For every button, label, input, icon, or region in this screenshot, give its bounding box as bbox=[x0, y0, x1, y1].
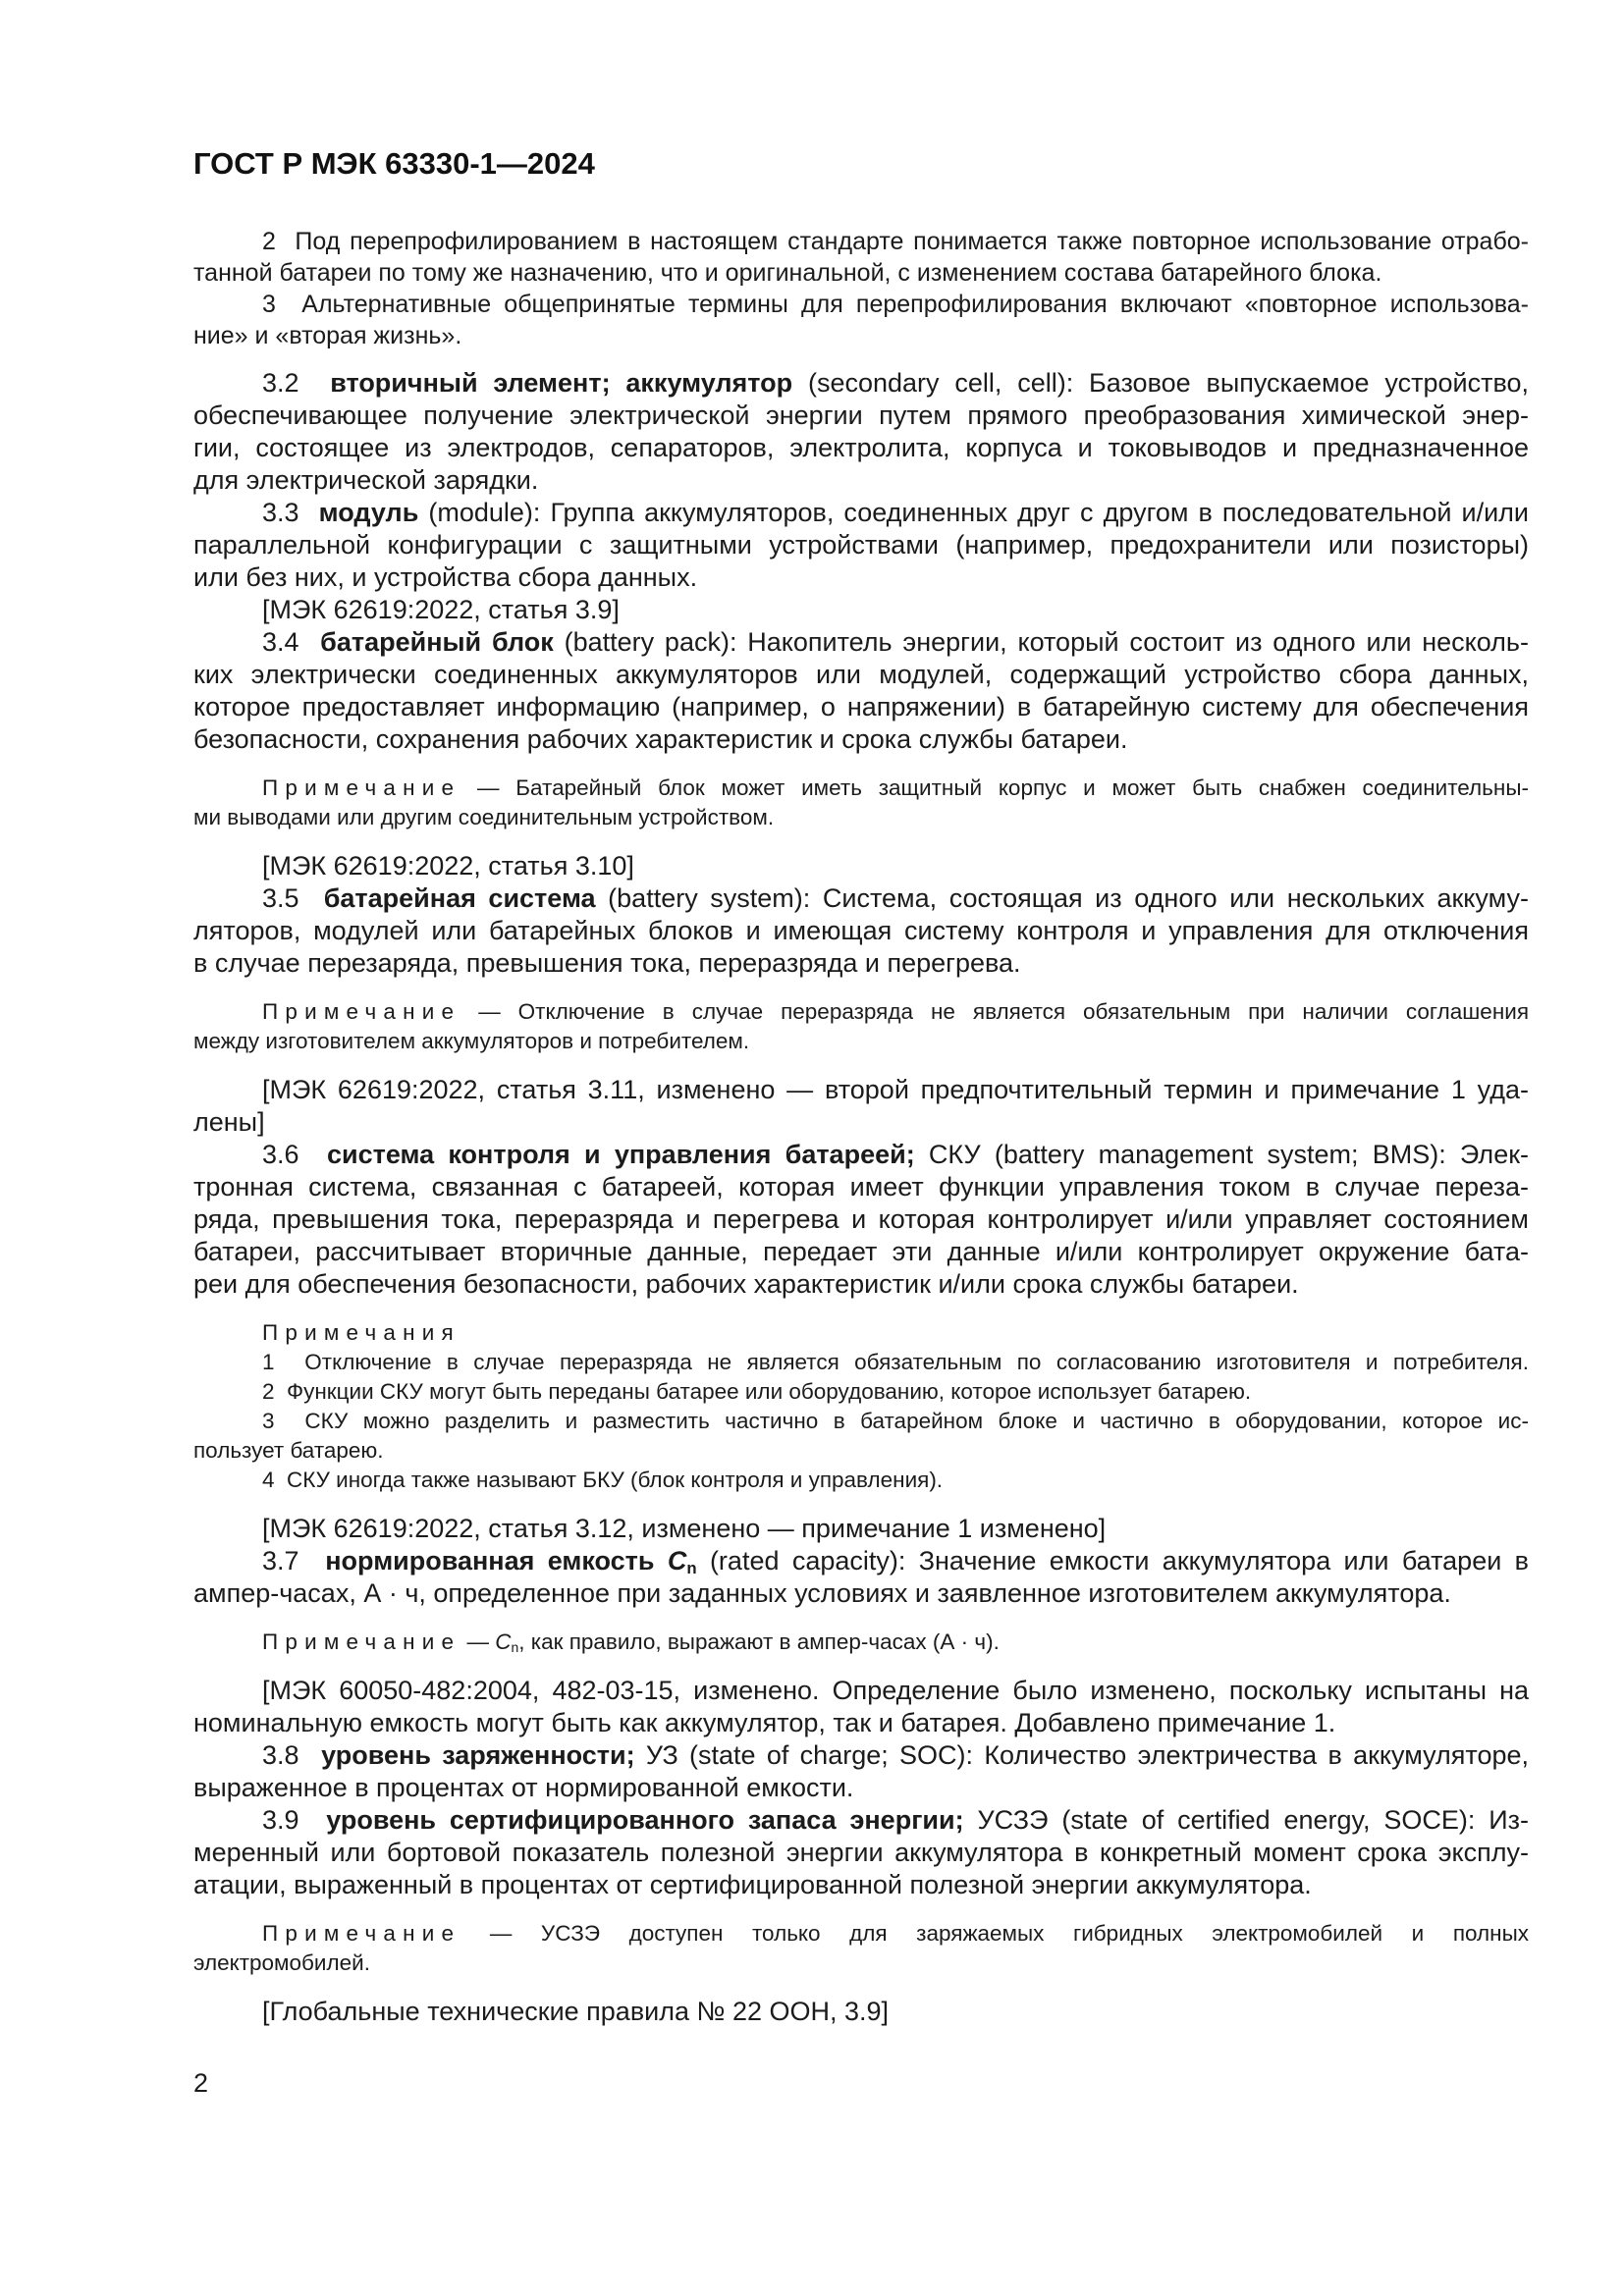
text-run: 3.3 bbox=[262, 498, 319, 527]
text-run: ляторов, модулей или батарейных блоков и имеющая систему контроля и управления для отключения bbox=[193, 916, 1529, 945]
text-run: ние» и «вторая жизнь». bbox=[193, 322, 462, 349]
text-run: реи для обеспечения безопасности, рабочих характеристик и/или срока службы батареи. bbox=[193, 1269, 1299, 1299]
text-line bbox=[193, 1318, 1529, 1348]
text-line bbox=[193, 1074, 1529, 1106]
term-block bbox=[193, 367, 1529, 497]
text-line bbox=[193, 1203, 1529, 1236]
text-run: , как правило, выражают в ампер-часах (А · ч). bbox=[518, 1629, 1000, 1654]
text-run: 3.5 bbox=[262, 883, 324, 913]
text-line bbox=[193, 529, 1529, 561]
text-run: Примечание bbox=[262, 775, 461, 800]
text-run: нормированная емкость bbox=[325, 1546, 668, 1575]
text-run: Примечание bbox=[262, 1629, 461, 1654]
text-line bbox=[193, 367, 1529, 400]
text-run: безопасности, сохранения рабочих характеристик и срока службы батареи. bbox=[193, 724, 1128, 754]
text-run: — УСЗЭ доступен только для заряжаемых гибридных электромобилей и полных bbox=[460, 1921, 1529, 1946]
text-run: 3.4 bbox=[262, 627, 321, 657]
source-block bbox=[193, 1513, 1529, 1545]
text-run: для электрической зарядки. bbox=[193, 465, 539, 495]
text-line bbox=[193, 1407, 1529, 1436]
text-run: (module): Группа аккумуляторов, соединенных друг с другом в последовательной и/или bbox=[418, 498, 1529, 527]
text-line bbox=[193, 947, 1529, 980]
note-block bbox=[193, 997, 1529, 1056]
text-run: уровень сертифицированного запаса энергии; bbox=[326, 1805, 964, 1835]
note-block bbox=[193, 1919, 1529, 1978]
topnote-block bbox=[193, 226, 1529, 351]
text-run: батарейная система bbox=[323, 883, 596, 913]
text-line bbox=[193, 320, 1529, 351]
text-run: ких электрически соединенных аккумуляторов или модулей, содержащий устройство сбора данных, bbox=[193, 660, 1529, 689]
text-line bbox=[193, 1027, 1529, 1056]
text-run: [МЭК 62619:2022, статья 3.9] bbox=[262, 595, 620, 624]
text-run: 2 Функции СКУ могут быть переданы батарее или оборудованию, которое использует батарею. bbox=[262, 1379, 1252, 1404]
text-line bbox=[193, 1171, 1529, 1203]
text-run: Примечания bbox=[262, 1320, 460, 1345]
text-line bbox=[193, 882, 1529, 915]
text-line bbox=[193, 1268, 1529, 1301]
text-run: Примечание bbox=[262, 1921, 461, 1946]
text-line bbox=[193, 257, 1529, 289]
text-line bbox=[193, 1106, 1529, 1139]
source-block bbox=[193, 594, 1529, 626]
text-line bbox=[193, 1837, 1529, 1869]
text-run: [МЭК 62619:2022, статья 3.10] bbox=[262, 851, 634, 881]
text-run: [МЭК 62619:2022, статья 3.11, изменено — второй предпочтительный термин и примечание 1 уда- bbox=[262, 1075, 1529, 1104]
text-line bbox=[193, 1869, 1529, 1901]
text-line bbox=[193, 464, 1529, 497]
text-line bbox=[193, 497, 1529, 529]
text-run: которое предоставляет информацию (например, о напряжении) в батарейную систему для обеспечения bbox=[193, 692, 1529, 721]
text-run: ампер-часах, А · ч, определенное при заданных условиях и заявленное изготовителем аккумулятора. bbox=[193, 1578, 1451, 1608]
text-run: модуль bbox=[318, 498, 419, 527]
text-line bbox=[193, 1236, 1529, 1268]
text-run: обеспечивающее получение электрической энергии путем прямого преобразования химической энер- bbox=[193, 400, 1529, 430]
text-line bbox=[193, 1377, 1529, 1407]
text-run: СКУ (battery management system; BMS): Элек- bbox=[914, 1140, 1530, 1169]
text-line bbox=[193, 1628, 1529, 1657]
text-line bbox=[193, 850, 1529, 882]
term-block bbox=[193, 1739, 1529, 1804]
text-run: батареи, рассчитывает вторичные данные, передает эти данные и/или контролирует окружение бата- bbox=[193, 1237, 1529, 1266]
text-line bbox=[193, 626, 1529, 659]
text-line bbox=[193, 723, 1529, 756]
term-block bbox=[193, 1139, 1529, 1301]
text-line bbox=[193, 774, 1529, 803]
text-run: или без них, и устройства сбора данных. bbox=[193, 562, 698, 592]
text-line bbox=[193, 432, 1529, 464]
text-line bbox=[193, 803, 1529, 832]
text-line bbox=[193, 1949, 1529, 1978]
source-block bbox=[193, 1675, 1529, 1739]
source-block bbox=[193, 1074, 1529, 1139]
text-run: — Отключение в случае переразряда не является обязательным при наличии соглашения bbox=[460, 999, 1529, 1024]
text-run: (battery system): Система, состоящая из одного или нескольких аккуму- bbox=[595, 883, 1529, 913]
term-block bbox=[193, 1804, 1529, 1901]
term-block bbox=[193, 1545, 1529, 1610]
text-run: система контроля и управления батареей; bbox=[327, 1140, 915, 1169]
text-line bbox=[193, 226, 1529, 257]
page-number: 2 bbox=[193, 2068, 209, 2098]
text-run: [МЭК 62619:2022, статья 3.12, изменено — примечание 1 изменено] bbox=[262, 1514, 1107, 1543]
text-line bbox=[193, 1804, 1529, 1837]
text-run: в случае перезаряда, превышения тока, переразряда и перегрева. bbox=[193, 948, 1021, 978]
text-run: ми выводами или другим соединительным устройством. bbox=[193, 805, 775, 829]
text-run: УСЗЭ (state of certified energy, SOCE): Из- bbox=[963, 1805, 1529, 1835]
text-run: УЗ (state of charge; SOC): Количество электричества в аккумуляторе, bbox=[634, 1740, 1529, 1770]
text-line bbox=[193, 1139, 1529, 1171]
text-run: C bbox=[667, 1546, 687, 1575]
document-body bbox=[193, 226, 1529, 2028]
text-line bbox=[193, 1675, 1529, 1707]
text-line bbox=[193, 1513, 1529, 1545]
term-block bbox=[193, 626, 1529, 756]
text-run: вторичный элемент; аккумулятор bbox=[330, 368, 793, 398]
text-run: 3.8 bbox=[262, 1740, 322, 1770]
text-run: n bbox=[511, 1639, 519, 1656]
document-header: ГОСТ Р МЭК 63330-1—2024 bbox=[193, 146, 595, 181]
text-run: — Батарейный блок может иметь защитный корпус и может быть снабжен соединительны- bbox=[460, 775, 1529, 800]
text-run: C bbox=[495, 1629, 512, 1654]
text-line bbox=[193, 1707, 1529, 1739]
term-block bbox=[193, 497, 1529, 594]
text-line bbox=[193, 1436, 1529, 1466]
text-line bbox=[193, 1466, 1529, 1495]
text-run: батарейный блок bbox=[320, 627, 554, 657]
text-line bbox=[193, 1545, 1529, 1577]
text-line bbox=[193, 1348, 1529, 1377]
note-block bbox=[193, 1318, 1529, 1495]
text-run: 1 Отключение в случае переразряда не является обязательным по согласованию изготовителя и потребителя. bbox=[262, 1350, 1529, 1374]
text-run: 3.9 bbox=[262, 1805, 327, 1835]
text-run: лены] bbox=[193, 1107, 265, 1137]
text-line bbox=[193, 1996, 1529, 2028]
text-line bbox=[193, 1919, 1529, 1949]
text-run: гии, состоящее из электродов, сепараторов, электролита, корпуса и токовыводов и предназначенное bbox=[193, 433, 1529, 462]
text-run: номинальную емкость могут быть как аккумулятор, так и батарея. Добавлено примечание 1. bbox=[193, 1708, 1336, 1737]
text-run: пользует батарею. bbox=[193, 1438, 384, 1463]
text-run: (secondary cell, cell): Базовое выпускаемое устройство, bbox=[792, 368, 1529, 398]
text-run: уровень заряженности; bbox=[321, 1740, 635, 1770]
text-run: Примечание bbox=[262, 999, 461, 1024]
text-run: 3.7 bbox=[262, 1546, 326, 1575]
text-run: тронная система, связанная с батареей, которая имеет функции управления током в случае переза- bbox=[193, 1172, 1529, 1201]
text-line bbox=[193, 289, 1529, 320]
text-run: между изготовителем аккумуляторов и потребителем. bbox=[193, 1029, 750, 1053]
text-line bbox=[193, 561, 1529, 594]
text-line bbox=[193, 1577, 1529, 1610]
text-line bbox=[193, 691, 1529, 723]
text-run: (battery pack): Накопитель энергии, который состоит из одного или несколь- bbox=[553, 627, 1529, 657]
text-run: электромобилей. bbox=[193, 1950, 370, 1975]
text-run: (rated capacity): Значение емкости аккумулятора или батареи в bbox=[696, 1546, 1529, 1575]
text-run: атации, выраженный в процентах от сертифицированной полезной энергии аккумулятора. bbox=[193, 1870, 1312, 1899]
text-run: — bbox=[460, 1629, 496, 1654]
text-run: 3.2 bbox=[262, 368, 331, 398]
text-line bbox=[193, 1772, 1529, 1804]
text-run: [Глобальные технические правила № 22 ООН, 3.9] bbox=[262, 1997, 890, 2026]
note-block bbox=[193, 774, 1529, 832]
text-line bbox=[193, 594, 1529, 626]
term-block bbox=[193, 882, 1529, 980]
text-run: n bbox=[686, 1558, 697, 1577]
text-line bbox=[193, 915, 1529, 947]
text-run: 3 СКУ можно разделить и разместить частично в батарейном блоке и частично в оборудовании, которое ис- bbox=[262, 1409, 1529, 1433]
text-run: 2 Под перепрофилированием в настоящем стандарте понимается также повторное использование отрабо- bbox=[262, 228, 1529, 255]
text-run: параллельной конфигурации с защитными устройствами (например, предохранители или позисторы) bbox=[193, 530, 1529, 560]
text-line bbox=[193, 997, 1529, 1027]
text-line bbox=[193, 1739, 1529, 1772]
source-block bbox=[193, 850, 1529, 882]
text-run: 4 СКУ иногда также называют БКУ (блок контроля и управления). bbox=[262, 1468, 944, 1492]
text-line bbox=[193, 659, 1529, 691]
text-run: танной батареи по тому же назначению, что и оригинальной, с изменением состава батарейного блока. bbox=[193, 259, 1382, 287]
text-run: 3.6 bbox=[262, 1140, 328, 1169]
text-run: ряда, превышения тока, переразряда и перегрева и которая контролирует и/или управляет состоянием bbox=[193, 1204, 1529, 1234]
text-run: выраженное в процентах от нормированной емкости. bbox=[193, 1773, 854, 1802]
text-run: меренный или бортовой показатель полезной энергии аккумулятора в конкретный момент срока эксплу- bbox=[193, 1838, 1529, 1867]
source-block bbox=[193, 1996, 1529, 2028]
text-line bbox=[193, 400, 1529, 432]
text-run: 3 Альтернативные общепринятые термины для перепрофилирования включают «повторное использова- bbox=[262, 291, 1529, 318]
note-block bbox=[193, 1628, 1529, 1657]
text-run: [МЭК 60050-482:2004, 482-03-15, изменено. Определение было изменено, поскольку испытаны на bbox=[262, 1676, 1529, 1705]
